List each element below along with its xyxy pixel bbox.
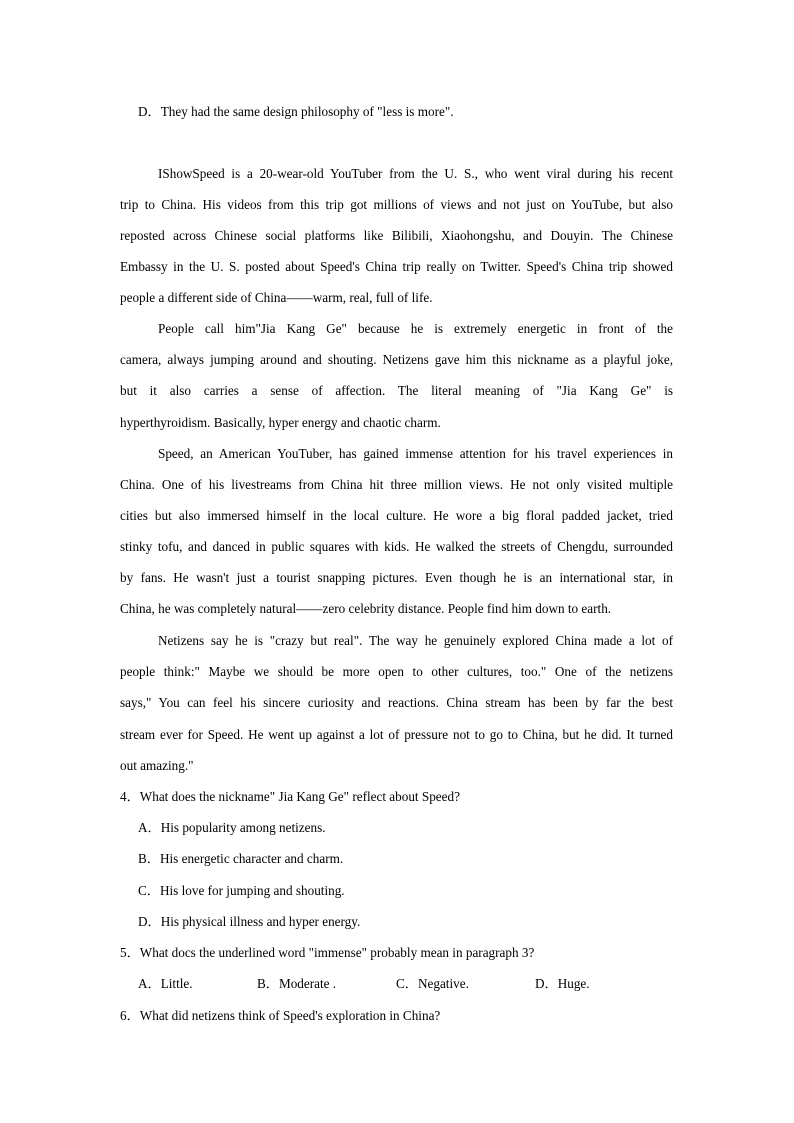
- passage-p1-line-2: trip to China. His videos from this trip got millions of views and not just on YouTube, but also: [120, 197, 673, 212]
- passage-p4-line-2: people think:" Maybe we should be more open to other cultures, too." One of the netizens: [120, 664, 673, 679]
- q6-stem: 6．What did netizens think of Speed's exploration in China?: [120, 1008, 441, 1023]
- q4-option-c[interactable]: C．His love for jumping and shouting.: [138, 883, 345, 898]
- q5-option-c[interactable]: C．Negative.: [396, 976, 469, 991]
- passage-p4-line-4: stream ever for Speed. He went up against a lot of pressure not to go to China, but he did. It turned: [120, 727, 673, 742]
- passage-p4-line-1: Netizens say he is "crazy but real". The way he genuinely explored China made a lot of: [158, 633, 673, 648]
- passage-p3-line-4: stinky tofu, and danced in public squares with kids. He walked the streets of Chengdu, surrounded: [120, 539, 673, 554]
- passage-p1-line-4: Embassy in the U. S. posted about Speed's China trip really on Twitter. Speed's China trip showed: [120, 259, 673, 274]
- q4-option-b[interactable]: B．His energetic character and charm.: [138, 851, 344, 866]
- prev-option-d: D．They had the same design philosophy of "less is more".: [138, 104, 454, 119]
- passage-p4-line-5: out amazing.": [120, 758, 194, 773]
- q4-option-a[interactable]: A．His popularity among netizens.: [138, 820, 326, 835]
- passage-p1-line-3: reposted across Chinese social platforms like Bilibili, Xiaohongshu, and Douyin. The Chinese: [120, 228, 673, 243]
- passage-p1-line-1: IShowSpeed is a 20-wear-old YouTuber from the U. S., who went viral during his recent: [158, 166, 673, 181]
- q4-stem: 4．What does the nickname" Jia Kang Ge" reflect about Speed?: [120, 789, 460, 804]
- passage-p3-line-2: China. One of his livestreams from China hit three million views. He not only visited multiple: [120, 477, 673, 492]
- q5-option-b[interactable]: B．Moderate .: [257, 976, 337, 991]
- passage-p2-line-2: camera, always jumping around and shouting. Netizens gave him this nickname as a playful joke,: [120, 352, 673, 367]
- passage-p2-line-1: People call him"Jia Kang Ge" because he is extremely energetic in front of the: [158, 321, 673, 336]
- passage-p3-line-5: by fans. He wasn't just a tourist snapping pictures. Even though he is an international star, in: [120, 570, 673, 585]
- q5-option-d[interactable]: D．Huge.: [535, 976, 590, 991]
- passage-p3-line-1: Speed, an American YouTuber, has gained immense attention for his travel experiences in: [158, 446, 673, 461]
- passage-p3-line-3: cities but also immersed himself in the local culture. He wore a big floral padded jacket, tried: [120, 508, 673, 523]
- q5-stem: 5．What docs the underlined word "immense" probably mean in paragraph 3?: [120, 945, 535, 960]
- passage-p1-line-5: people a different side of China——warm, real, full of life.: [120, 290, 433, 305]
- q4-option-d[interactable]: D．His physical illness and hyper energy.: [138, 914, 361, 929]
- passage-p3-line-6: China, he was completely natural——zero celebrity distance. People find him down to earth.: [120, 601, 612, 616]
- passage-p4-line-3: says," You can feel his sincere curiosity and reactions. China stream has been by far the best: [120, 695, 673, 710]
- passage-p2-line-4: hyperthyroidism. Basically, hyper energy and chaotic charm.: [120, 415, 441, 430]
- q5-option-a[interactable]: A．Little.: [138, 976, 193, 991]
- passage-p2-line-3: but it also carries a sense of affection. The literal meaning of "Jia Kang Ge" is: [120, 383, 673, 398]
